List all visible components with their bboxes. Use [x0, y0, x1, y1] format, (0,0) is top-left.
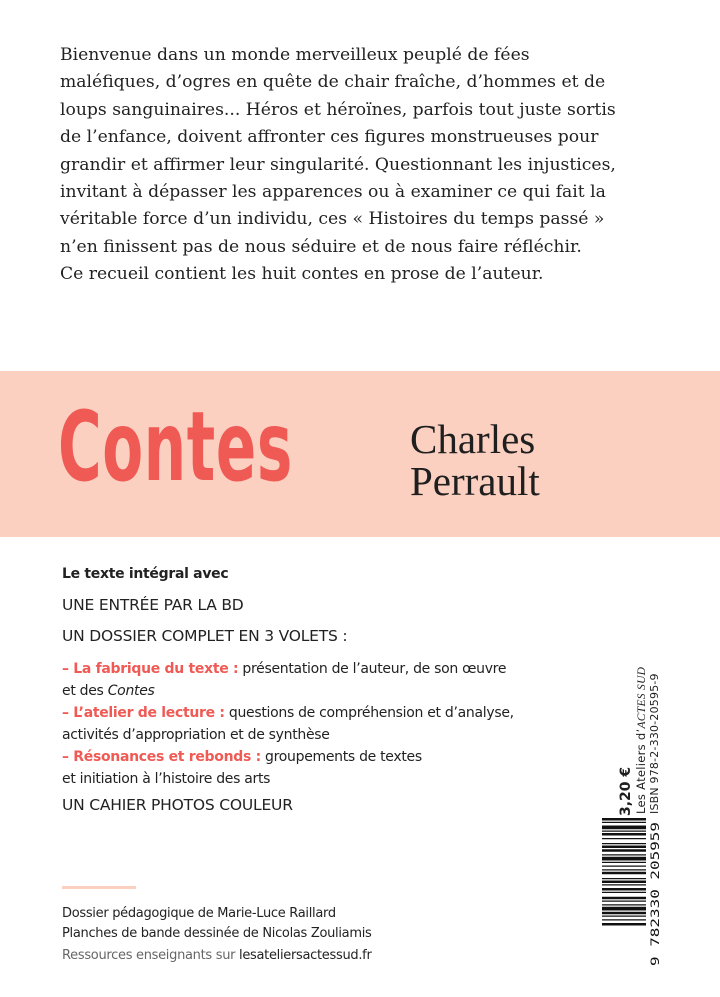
part-text: activités d’appropriation et de synthèse: [62, 727, 330, 743]
resources-label: Ressources enseignants sur: [62, 948, 240, 963]
barcode-block: [598, 648, 660, 966]
author-last-name: Perrault: [410, 458, 540, 504]
feature-dossier: UN DOSSIER COMPLET EN 3 VOLETS :: [62, 627, 348, 645]
part-text-italic: Contes: [107, 683, 155, 699]
barcode-bar: [602, 818, 646, 821]
dossier-part-fabrique: [62, 658, 582, 702]
divider-rule: [62, 886, 136, 889]
blurb-line: Bienvenue dans un monde merveilleux peuplé de fées: [60, 45, 530, 65]
barcode-bar: [602, 838, 646, 839]
barcode-bar: [602, 866, 646, 867]
part-text: et des: [62, 683, 108, 699]
barcode-bar: [602, 822, 646, 823]
back-cover-blurb: [60, 42, 660, 289]
barcode-digits: 9 782330 205959: [648, 862, 662, 966]
feature-photo-booklet: UN CAHIER PHOTOS COULEUR: [62, 796, 293, 814]
resources-link[interactable]: lesateliersactessud.fr: [239, 948, 372, 963]
dossier-part-atelier: [62, 702, 582, 746]
barcode-bar: [602, 897, 646, 900]
publisher-label: [634, 667, 648, 814]
barcode-bar: [602, 916, 646, 917]
part-heading: – L’atelier de lecture :: [62, 705, 225, 721]
part-text: présentation de l’auteur, de son œuvre: [238, 661, 507, 677]
credit-dossier: Dossier pédagogique de Marie-Luce Raillard: [62, 906, 336, 921]
author-name: [410, 418, 540, 502]
barcode-bar: [602, 901, 646, 902]
part-text: et initiation à l’histoire des arts: [62, 771, 271, 787]
book-title: Contes: [58, 391, 293, 503]
barcode-bar: [602, 923, 646, 926]
barcode: [602, 818, 660, 966]
barcode-bar: [602, 846, 646, 849]
barcode-bar: [602, 904, 646, 905]
blurb-line: de l’enfance, doivent affronter ces figures monstrueuses pour: [60, 127, 599, 148]
barcode-bar: [602, 892, 646, 893]
blurb-line: véritable force d’un individu, ces « Histoires du temps passé »: [60, 209, 605, 230]
barcode-bar: [602, 884, 646, 885]
barcode-bar: [602, 869, 646, 870]
price-label: 3,20 €: [618, 766, 634, 816]
resources-line: [62, 946, 372, 966]
blurb-line: n’en finissent pas de nous séduire et de nous faire réfléchir.: [60, 236, 582, 257]
barcode-bar: [602, 843, 646, 844]
blurb-line: grandir et affirmer leur singularité. Questionnant les injustices,: [60, 154, 616, 175]
barcode-bar: [602, 833, 646, 836]
credits: [62, 904, 372, 966]
barcode-bar: [602, 878, 646, 879]
barcode-bar: [602, 872, 646, 875]
feature-bd-entry: UNE ENTRÉE PAR LA BD: [62, 596, 244, 614]
blurb-line: invitant à dépasser les apparences ou à examiner ce qui fait la: [60, 182, 606, 203]
barcode-bar: [602, 854, 646, 855]
credit-illustrations: Planches de bande dessinée de Nicolas Zouliamis: [62, 926, 372, 941]
publisher-prefix: Les Ateliers d’: [634, 728, 648, 814]
blurb-line: Ce recueil contient les huit contes en prose de l’auteur.: [60, 264, 544, 285]
barcode-bar: [602, 907, 646, 911]
barcode-bar: [602, 849, 646, 852]
dossier-part-resonances: [62, 746, 582, 790]
part-text: questions de compréhension et d’analyse,: [224, 705, 514, 721]
barcode-bar: [602, 826, 646, 830]
part-heading: – Résonances et rebonds :: [62, 749, 261, 765]
blurb-line: loups sanguinaires... Héros et héroïnes, parfois tout juste sortis: [60, 99, 616, 120]
barcode-bar: [602, 919, 646, 920]
part-heading: – La fabrique du texte :: [62, 661, 239, 677]
features-intro: Le texte intégral avec: [62, 566, 229, 582]
author-first-name: Charles: [410, 416, 536, 462]
barcode-bar: [602, 881, 646, 884]
isbn-label: ISBN 978-2-330-20595-9: [648, 673, 661, 814]
barcode-bar: [602, 862, 646, 863]
publisher-name: ACTES SUD: [636, 666, 648, 729]
blurb-line: maléfiques, d’ogres en quête de chair fraîche, d’hommes et de: [60, 72, 606, 93]
barcode-bar: [602, 888, 646, 891]
barcode-bar: [602, 857, 646, 861]
barcode-bar: [602, 912, 646, 915]
part-text: groupements de textes: [260, 749, 422, 765]
barcode-bar: [602, 831, 646, 832]
features-list: [62, 566, 582, 827]
